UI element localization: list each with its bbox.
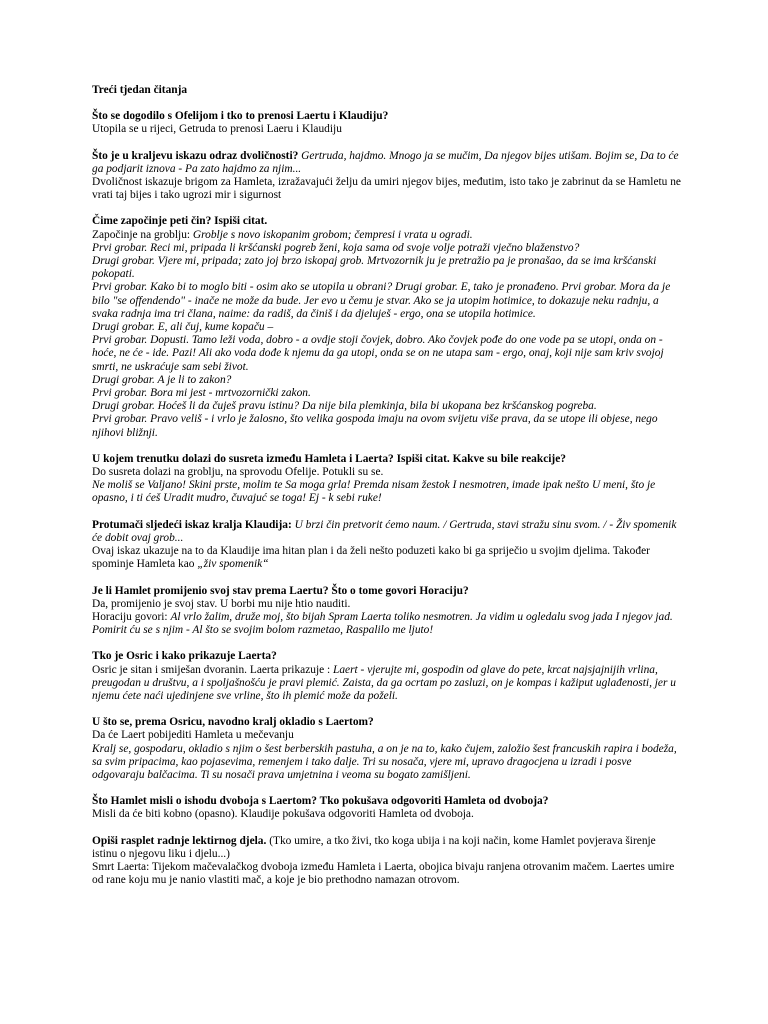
answer-quote: Al vrlo žalim, druže moj, što bijah Spram Laerta toliko nesmotren. Ja vidim u ogledalu svog jada I njegov jad. Pomirit ću se s njim - Al što se svojim bolom razmetao, Raspalilo me ljuto! xyxy=(92,610,673,637)
quote-line: Prvi grobar. Bora mi jest - mrtvozornički zakon. xyxy=(92,387,311,400)
question xyxy=(92,585,682,598)
answer-line: Da će Laert pobijediti Hamleta u mečevanju xyxy=(92,729,294,742)
quote-line: Drugi grobar. E, ali čuj, kume kopaču – xyxy=(92,321,274,334)
answer-line: Do susreta dolazi na groblju, na sprovodu Ofelije. Potukli su se. xyxy=(92,466,384,479)
question-text: Je li Hamlet promijenio svoj stav prema Laertu? Što o tome govori Horaciju? xyxy=(92,584,469,597)
document-title: Treći tjedan čitanja xyxy=(92,84,188,96)
question xyxy=(92,215,682,228)
qa-block xyxy=(92,795,682,821)
qa-block xyxy=(92,650,682,703)
question-text: Što je u kraljevu iskazu odraz dvoličnosti? xyxy=(92,149,299,162)
qa-block xyxy=(92,585,682,638)
quote-line: Drugi grobar. Hoćeš li da čuješ pravu istinu? Da nije bila plemkinja, bila bi ukopana bez kršćanskog pogreba. xyxy=(92,400,597,413)
inline-quote: Gertruda, hajdmo. Mnogo ja se mučim, Da njegov bijes utišam. Bojim se, Da to će ga podjarit iznova - Pa zato hajdmo za njim... xyxy=(92,149,679,175)
answer-text: Ovaj iskaz ukazuje na to da Klaudije ima hitan plan i da želi nešto poduzeti kako bi ga spriječio u svojim djelima. Također spominje Hamleta kao xyxy=(92,545,650,571)
answer-line: Smrt Laerta: Tijekom mačevalačkog dvoboja između Hamleta i Laerta, obojica bivaju ranjena otrovanim mačem. Laertes umire od rane koju mu je nanio vlastiti mač, a koje je bio prethodno namazan otrovom. xyxy=(92,860,675,887)
question-text: Što se dogodilo s Ofelijom i tko to prenosi Laertu i Klaudiju? xyxy=(92,110,389,123)
question-text: U kojem trenutku dolazi do susreta između Hamleta i Laerta? Ispiši citat. Kakve su bile reakcije? xyxy=(92,452,566,465)
qa-block xyxy=(92,716,682,782)
qa-block xyxy=(92,215,682,439)
answer-line: Da, promijenio je svoj stav. U borbi mu nije htio nauditi. xyxy=(92,597,351,610)
question xyxy=(92,795,682,808)
answer-line: Misli da će biti kobno (opasno). Klaudije pokušava odgovoriti Hamleta od dvoboja. xyxy=(92,808,474,821)
answer-quote: Laert - vjerujte mi, gospodin od glave do pete, krcat najsjajnijih vrlina, preugodan u društvu, a i spoljašnošću je pravi plemić. Zaista, da ga ocrtam po zasluzi, on je kompas i kažiput uglađenosti, jer u njemu ćete naći ujedinjene sve vrline, što ih plemić može da poželi. xyxy=(92,663,676,702)
question-hint: (Tko umire, a tko živi, tko koga ubija i na koji način, kome Hamlet povjerava širenje istinu o njegovu liku i djelu...) xyxy=(92,834,656,860)
answer-line: Utopila se u rijeci, Getruda to prenosi Laeru i Klaudiju xyxy=(92,123,342,136)
qa-block xyxy=(92,453,682,506)
answer-line: Dvoličnost iskazuje brigom za Hamleta, izražavajući želju da umiri njegov bijes, međutim, isto tako je zabrinut da se Hamletu ne vrati taj bijes i tako ugrozi mir i sigurnost xyxy=(92,176,681,202)
question-text: U što se, prema Osricu, navodno kralj okladio s Laertom? xyxy=(92,716,374,729)
qa-block xyxy=(92,150,682,203)
answer-text: Horaciju govori: xyxy=(92,610,171,623)
answer-line xyxy=(92,664,682,704)
quote-line: Drugi grobar. Vjere mi, pripada; zato joj brzo iskopaj grob. Mrtvozornik ju je pretražio pa je pronašao, da se ima kršćanski pokopati. xyxy=(92,255,657,281)
answer-quote: „živ spomenik“ xyxy=(197,558,269,571)
question-text: Protumači sljedeći iskaz kralja Klaudija: xyxy=(92,518,292,531)
question-text: Što Hamlet misli o ishodu dvoboja s Laertom? Tko pokušava odgovoriti Hamleta od dvoboja? xyxy=(92,795,549,808)
question xyxy=(92,716,682,729)
quote-line: Prvi grobar. Reci mi, pripada li kršćanski pogreb ženi, koja sama od svoje volje potraži vječno blaženstvo? xyxy=(92,241,580,254)
question xyxy=(92,519,682,545)
answer-line xyxy=(92,611,682,637)
question xyxy=(92,110,682,123)
qa-block xyxy=(92,519,682,572)
answer-line xyxy=(92,545,682,571)
qa-block xyxy=(92,835,682,888)
answer-text: Osric je sitan i smiješan dvoranin. Laerta prikazuje : xyxy=(92,663,334,676)
answer-quote: Groblje s novo iskopanim grobom; čempresi i vrata u ogradi. xyxy=(192,228,473,241)
question xyxy=(92,453,682,466)
qa-block xyxy=(92,110,682,136)
inline-quote: U brzi čin pretvorit ćemo naum. / Gertruda, stavi stražu sinu svom. / - Živ spomenik će dobit ovaj grob... xyxy=(92,518,677,544)
question xyxy=(92,835,682,861)
quote-line: Prvi grobar. Kako bi to moglo biti - osim ako se utopila u obrani? Drugi grobar. E, tako je pronađeno. Prvi grobar. Mora da je bilo "se offendendo" - inače ne može da bude. Jer evo u čemu je stvar. Ako se ja utopim hotimice, to dokazuje neku radnju, a svaka radnja ima tri člana, naime: da radiš, da činiš i da djeluješ - ergo, ona se utopila hotimice. xyxy=(92,281,671,320)
answer-text: Započinje na groblju: xyxy=(92,228,193,241)
question-text: Tko je Osric i kako prikazuje Laerta? xyxy=(92,650,277,663)
quote-line: Drugi grobar. A je li to zakon? xyxy=(92,373,232,386)
question xyxy=(92,650,682,663)
question xyxy=(92,150,682,176)
question-text: Čime započinje peti čin? Ispiši citat. xyxy=(92,215,268,228)
document-page xyxy=(92,84,682,900)
quote-line: Prvi grobar. Dopusti. Tamo leži voda, dobro - a ovdje stoji čovjek, dobro. Ako čovjek pođe do one vode pa se utopi, onda on - hoće, ne će - ide. Pazi! Ali ako voda dođe k njemu da ga utopi, onda se on ne utapa sam - ergo, onaj, koji nije sam kriv svojoj smrti, ne uskraćuje sam sebi život. xyxy=(92,334,664,373)
quote-line: Ne moliš se Valjano! Skini prste, molim te Sa moga grla! Premda nisam žestok I nesmotren, imade ipak nešto U meni, što je opasno, i ti ćeš Uradit mudro, čuvajuć se toga! Ej - k sebi ruke! xyxy=(92,479,656,505)
question-text: Opiši rasplet radnje lektirnog djela. xyxy=(92,834,267,847)
quote-line: Prvi grobar. Pravo veliš - i vrlo je žalosno, što velika gospoda imaju na ovom svijetu više prava, da se utope ili objese, nego njihovi bližnji. xyxy=(92,413,658,439)
quote-line: Kralj se, gospodaru, okladio s njim o šest berberskih pastuha, a on je na to, kako čujem, založio šest francuskih rapira i bodeža, sa svim pripacima, kao pojasevima, remenjem i tako dalje. Tri su nosača, vjere mi, upravo dragocjena u izradi i posve odgovaraju balčacima. Ti su nosači prava umjetnina i veoma su bogato zamišljeni. xyxy=(92,742,677,781)
answer-line xyxy=(92,229,682,242)
